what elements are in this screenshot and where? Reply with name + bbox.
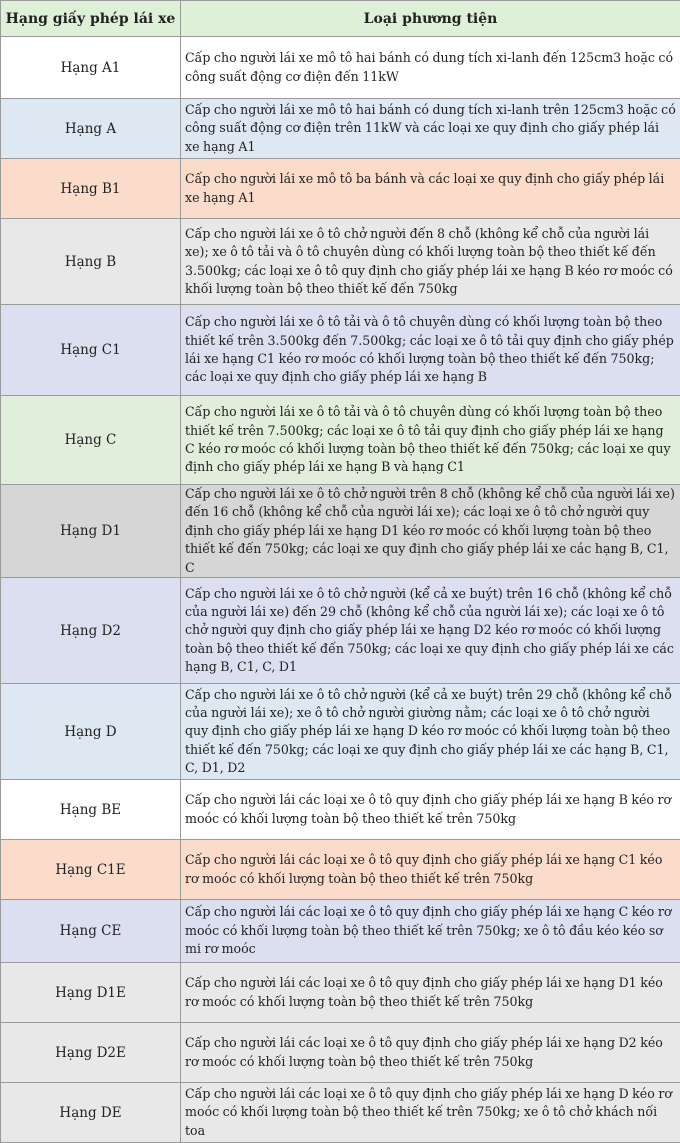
table-body [1, 37, 680, 1143]
table-row [1, 900, 680, 963]
vehicle-description-cell: Cấp cho người lái các loại xe ô tô quy định cho giấy phép lái xe hạng B kéo rơ moóc có khối lượng toàn bộ theo thiết kế trên 750kg [181, 780, 680, 840]
vehicle-description-cell: Cấp cho người lái xe ô tô chở người trên 8 chỗ (không kể chỗ của người lái xe) đến 16 chỗ (không kể chỗ của người lái xe); các loại xe ô tô chở người quy định cho giấy phép lái xe hạng D1 kéo rơ moóc có khối lượng toàn bộ theo thiết kế đến 750kg; các loại xe quy định cho giấy phép lái xe các hạng B, C1, C [181, 485, 680, 578]
license-class-cell: Hạng D [1, 684, 181, 780]
table-row [1, 305, 680, 396]
license-class-cell: Hạng C1 [1, 305, 181, 396]
license-class-cell: Hạng D1 [1, 485, 181, 578]
vehicle-description-cell: Cấp cho người lái xe ô tô tải và ô tô chuyên dùng có khối lượng toàn bộ theo thiết kế trên 7.500kg; các loại xe ô tô tải quy định cho giấy phép lái xe hạng C kéo rơ moóc có khối lượng toàn bộ theo thiết kế đến 750kg; các loại xe quy định cho giấy phép lái xe hạng B và hạng C1 [181, 396, 680, 485]
table-row [1, 1083, 680, 1143]
table-row [1, 963, 680, 1023]
vehicle-description-cell: Cấp cho người lái các loại xe ô tô quy định cho giấy phép lái xe hạng C kéo rơ moóc có khối lượng toàn bộ theo thiết kế trên 750kg; xe ô tô đầu kéo kéo sơ mi rơ moóc [181, 900, 680, 963]
license-class-cell: Hạng B [1, 219, 181, 305]
license-class-cell: Hạng CE [1, 900, 181, 963]
header-vehicle: Loại phương tiện [181, 1, 680, 37]
license-class-cell: Hạng A [1, 99, 181, 159]
license-class-cell: Hạng BE [1, 780, 181, 840]
license-class-cell: Hạng D1E [1, 963, 181, 1023]
license-class-cell: Hạng D2E [1, 1023, 181, 1083]
header-class: Hạng giấy phép lái xe [1, 1, 181, 37]
vehicle-description-cell: Cấp cho người lái các loại xe ô tô quy định cho giấy phép lái xe hạng D1 kéo rơ moóc có khối lượng toàn bộ theo thiết kế trên 750kg [181, 963, 680, 1023]
table-row [1, 684, 680, 780]
vehicle-description-cell: Cấp cho người lái các loại xe ô tô quy định cho giấy phép lái xe hạng D kéo rơ moóc có khối lượng toàn bộ theo thiết kế trên 750kg; xe ô tô chở khách nối toa [181, 1083, 680, 1143]
table-row [1, 219, 680, 305]
table-row [1, 780, 680, 840]
header-row [1, 1, 680, 37]
vehicle-description-cell: Cấp cho người lái xe mô tô hai bánh có dung tích xi-lanh đến 125cm3 hoặc có công suất động cơ điện đến 11kW [181, 37, 680, 99]
license-class-cell: Hạng D2 [1, 578, 181, 684]
license-class-cell: Hạng B1 [1, 159, 181, 219]
license-class-cell: Hạng C [1, 396, 181, 485]
vehicle-description-cell: Cấp cho người lái xe ô tô chở người đến 8 chỗ (không kể chỗ của người lái xe); xe ô tô tải và ô tô chuyên dùng có khối lượng toàn bộ theo thiết kế đến 3.500kg; các loại xe ô tô quy định cho giấy phép lái xe hạng B kéo rơ moóc có khối lượng toàn bộ theo thiết kế đến 750kg [181, 219, 680, 305]
table-row [1, 578, 680, 684]
table-row [1, 840, 680, 900]
vehicle-description-cell: Cấp cho người lái xe ô tô tải và ô tô chuyên dùng có khối lượng toàn bộ theo thiết kế trên 3.500kg đến 7.500kg; các loại xe ô tô tải quy định cho giấy phép lái xe hạng C1 kéo rơ moóc có khối lượng toàn bộ theo thiết kế đến 750kg; các loại xe quy định cho giấy phép lái xe hạng B [181, 305, 680, 396]
license-class-cell: Hạng C1E [1, 840, 181, 900]
table-row [1, 159, 680, 219]
vehicle-description-cell: Cấp cho người lái xe mô tô ba bánh và các loại xe quy định cho giấy phép lái xe hạng A1 [181, 159, 680, 219]
table-row [1, 99, 680, 159]
table-row [1, 37, 680, 99]
vehicle-description-cell: Cấp cho người lái xe ô tô chở người (kể cả xe buýt) trên 29 chỗ (không kể chỗ của người lái xe); xe ô tô chở người giường nằm; các loại xe ô tô chở người quy định cho giấy phép lái xe hạng D kéo rơ moóc có khối lượng toàn bộ theo thiết kế đến 750kg; các loại xe quy định cho giấy phép lái xe các hạng B, C1, C, D1, D2 [181, 684, 680, 780]
license-class-cell: Hạng A1 [1, 37, 181, 99]
table-row [1, 396, 680, 485]
vehicle-description-cell: Cấp cho người lái xe ô tô chở người (kể cả xe buýt) trên 16 chỗ (không kể chỗ của người lái xe) đến 29 chỗ (không kể chỗ của người lái xe); các loại xe ô tô chở người quy định cho giấy phép lái xe hạng D2 kéo rơ moóc có khối lượng toàn bộ theo thiết kế đến 750kg; các loại xe quy định cho giấy phép lái xe các hạng B, C1, C, D1 [181, 578, 680, 684]
vehicle-description-cell: Cấp cho người lái các loại xe ô tô quy định cho giấy phép lái xe hạng D2 kéo rơ moóc có khối lượng toàn bộ theo thiết kế trên 750kg [181, 1023, 680, 1083]
vehicle-description-cell: Cấp cho người lái các loại xe ô tô quy định cho giấy phép lái xe hạng C1 kéo rơ moóc có khối lượng toàn bộ theo thiết kế trên 750kg [181, 840, 680, 900]
table-row [1, 1023, 680, 1083]
table-row [1, 485, 680, 578]
vehicle-description-cell: Cấp cho người lái xe mô tô hai bánh có dung tích xi-lanh trên 125cm3 hoặc có công suất động cơ điện trên 11kW và các loại xe quy định cho giấy phép lái xe hạng A1 [181, 99, 680, 159]
license-class-cell: Hạng DE [1, 1083, 181, 1143]
